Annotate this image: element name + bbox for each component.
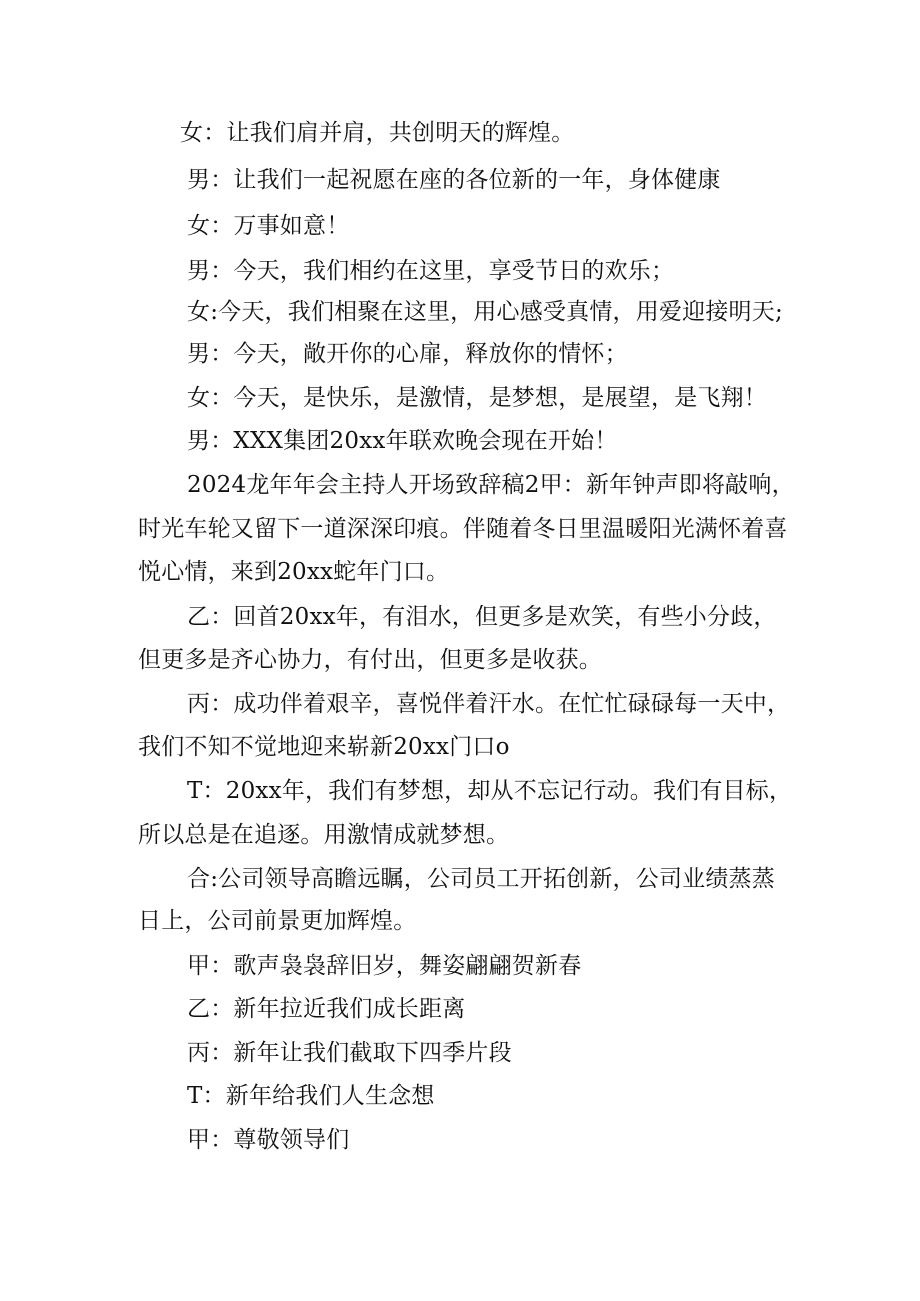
text-line: 乙：新年拉近我们成长距离 <box>187 996 466 1022</box>
text-line: 女：今天，是快乐，是激情，是梦想，是展望，是飞翔！ <box>187 385 767 411</box>
text-line: 日上，公司前景更加辉煌。 <box>138 908 417 934</box>
text-line: 女：万事如意！ <box>187 213 350 239</box>
text-line: 男：XXX集团20xx年联欢晚会现在开始！ <box>187 428 618 454</box>
text-line: 甲：歌声袅袅辞旧岁，舞姿翩翩贺新春 <box>187 953 582 979</box>
text-line: 男：今天，敞开你的心扉，释放你的情怀； <box>187 341 628 367</box>
text-line: 男：今天，我们相约在这里，享受节日的欢乐； <box>187 258 675 284</box>
text-line: 丙：新年让我们截取下四季片段 <box>187 1040 512 1066</box>
text-line: 时光车轮又留下一道深深印痕。伴随着冬日里温暖阳光满怀着喜 <box>138 516 788 542</box>
text-line: 女:今天，我们相聚在这里，用心感受真情，用爱迎接明天; <box>187 299 783 325</box>
text-line: 女：让我们肩并肩，共创明天的辉煌。 <box>180 120 575 146</box>
text-line: 合:公司领导高瞻远瞩，公司员工开拓创新，公司业绩蒸蒸 <box>187 866 775 892</box>
text-line: T：20xx年，我们有梦想，却从不忘记行动。我们有目标， <box>187 778 793 804</box>
text-line: 丙：成功伴着艰辛，喜悦伴着汗水。在忙忙碌碌每一天中， <box>187 691 791 717</box>
text-line: 悦心情，来到20xx蛇年门口。 <box>138 559 450 585</box>
text-line: T：新年给我们人生念想 <box>187 1083 435 1109</box>
text-line: 但更多是齐心协力，有付出，但更多是收获。 <box>138 647 602 673</box>
text-line: 我们不知不觉地迎来崭新20xx门口o <box>138 734 510 760</box>
text-line: 乙：回首20xx年，有泪水，但更多是欢笑，有些小分歧， <box>187 604 777 630</box>
text-line: 所以总是在追逐。用激情成就梦想。 <box>138 822 510 848</box>
text-line: 2024龙年年会主持人开场致辞稿2甲：新年钟声即将敲响， <box>187 472 795 498</box>
text-line: 甲：尊敬领导们 <box>187 1127 350 1153</box>
text-line: 男：让我们一起祝愿在座的各位新的一年，身体健康 <box>187 167 721 193</box>
